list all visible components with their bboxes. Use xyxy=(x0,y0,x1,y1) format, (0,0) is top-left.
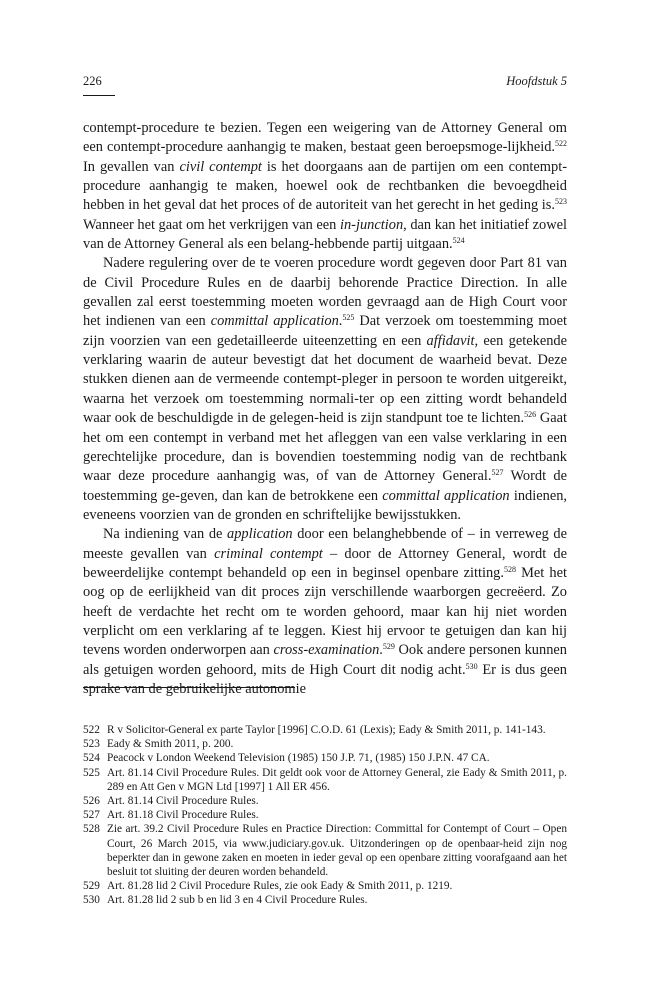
text-run: contempt-procedure te bezien. Tegen een weigering van de Attorney General om een contempt-procedure aanhangig te maken, bestaat geen beroepsmoge-lijkheid. xyxy=(83,120,567,156)
footnote xyxy=(83,766,567,794)
footnote-number: 524 xyxy=(83,752,100,765)
emphasis: affidavit xyxy=(426,332,475,349)
text-run: Nadere regulering over de te voeren procedure wordt gegeven door Part 81 van de Civil Procedure Rules en de daarbij behorende Practice Direction. In alle gevallen zal eerst toestemming moeten worden gevraagd aan de High Court voor het indienen van een xyxy=(83,255,567,330)
footnotes xyxy=(83,723,567,908)
footnote-text: Art. 81.18 Civil Procedure Rules. xyxy=(107,809,259,822)
footnote-number: 527 xyxy=(83,809,100,822)
paragraph-2 xyxy=(83,254,567,525)
footnote-ref: 529 xyxy=(382,642,395,652)
emphasis: committal application xyxy=(382,487,510,504)
text-run: . xyxy=(338,313,343,330)
footnote xyxy=(83,879,567,893)
footnote-number: 526 xyxy=(83,795,100,808)
footnote-text: R v Solicitor-General ex parte Taylor [1996] C.O.D. 61 (Lexis); Eady & Smith 2011, p. 141-143. xyxy=(107,724,546,736)
footnote-separator xyxy=(83,687,295,688)
footnote-number: 530 xyxy=(83,894,100,907)
text-run: indienen, eveneens voorzien van de gronden en schriftelijke bewijsstukken. xyxy=(83,487,567,523)
footnote-ref: 527 xyxy=(491,468,504,477)
footnote-text: Eady & Smith 2011, p. 200. xyxy=(107,738,234,751)
footnote xyxy=(83,822,567,879)
footnote xyxy=(83,893,567,907)
footnote-text: Art. 81.28 lid 2 Civil Procedure Rules, zie ook Eady & Smith 2011, p. 1219. xyxy=(107,880,453,893)
text-run: door een belanghebbende of – in verreweg de meeste gevallen van xyxy=(83,526,567,562)
footnote-ref: 530 xyxy=(465,661,478,671)
header-rule xyxy=(83,95,115,96)
footnote xyxy=(83,808,567,822)
footnote-ref: 525 xyxy=(342,313,355,323)
footnote xyxy=(83,794,567,808)
emphasis: committal application xyxy=(210,313,339,330)
page-number: 226 xyxy=(83,74,102,88)
footnote-text: Art. 81.14 Civil Procedure Rules. Dit geldt ook voor de Attorney General, zie Eady & Smith 2011, p. 289 en Att Gen v MGN Ltd [1997] 1 All ER 456. xyxy=(107,766,567,793)
footnote-ref: 524 xyxy=(452,235,465,245)
text-run: Er is dus geen sprake van de gebruikelijke autonomie xyxy=(83,661,567,697)
emphasis: civil contempt xyxy=(179,158,262,175)
text-run: , dan kan het initiatief zowel van de Attorney General als een belang-hebbende partij uitgaan. xyxy=(83,216,567,253)
footnote-text: Zie art. 39.2 Civil Procedure Rules en Practice Direction: Committal for Contempt of Court – Open Court, 26 March 2015, via www.judiciary.gov.uk. Uitzonderingen op de openbaar-heid zijn nog beperkter dan in gewone zaken en moeten in ieder geval op een openbare zitting voorafgaand aan het besluit tot sluiting der deuren worden behandeld. xyxy=(107,823,567,879)
text-run: In gevallen van xyxy=(83,158,180,175)
text-run: is het doorgaans aan de partijen om een contempt-procedure aanhangig te maken, hoewel ook de rechtbanken die bevoegdheid hebben in het geval dat het proces of de autoriteit van het gerecht in het geding is. xyxy=(83,158,567,214)
text-run: Wanneer het gaat om het verkrijgen van een xyxy=(83,216,340,233)
footnote xyxy=(83,737,567,751)
text-run: , een getekende verklaring waarin de auteur bevestigt dat het document de waarheid bevat. Deze stukken dienen aan de vermeende contempt-pleger in persoon te worden uitgereikt, waarna het verzoek om toestemming normali-ter op een zitting wordt behandeld waar ook de beschuldigde in de gelegen-heid is zijn standpunt toe te lichten. xyxy=(83,332,567,427)
footnote-number: 529 xyxy=(83,880,100,893)
footnote-ref: 526 xyxy=(524,409,537,419)
emphasis: in-junction xyxy=(339,216,404,233)
footnote-ref: 528 xyxy=(503,564,516,574)
text-run: Met het oog op de eerlijkheid van dit proces zijn verschillende waarborgen gecreëerd. Zo heeft de verdachte het recht om te worden gehoord, maar kan hij niet worden verplicht om een verklaring af te leggen. Kiest hij ervoor te getuigen dan kan hij tevens worden onderworpen aan xyxy=(83,564,567,659)
emphasis: criminal contempt xyxy=(214,545,323,562)
footnote-number: 523 xyxy=(83,738,100,751)
text-run: Wordt de toestemming ge-geven, dan kan de betrokkene een xyxy=(83,468,567,504)
text-run: Gaat het om een contempt in verband met het afleggen van een valse verklaring in een gerechtelijke procedure, dan is bovendien toestemming nodig van de rechtbank waar deze procedure aanhangig was, of van de Attorney General. xyxy=(83,410,567,485)
emphasis: application xyxy=(227,526,293,543)
footnote-number: 525 xyxy=(83,766,100,779)
text-run: Dat verzoek om toestemming moet zijn voorzien van een gedetailleerde uiteenzetting en een xyxy=(83,313,567,349)
paragraph-1 xyxy=(83,119,567,254)
footnote xyxy=(83,723,567,737)
footnote-number: 522 xyxy=(83,724,100,736)
running-header-chapter: Hoofdstuk 5 xyxy=(506,74,567,88)
emphasis: cross-examination xyxy=(273,642,380,659)
body-text xyxy=(83,119,567,699)
footnote-number: 528 xyxy=(83,823,100,836)
text-run: Na indiening van de xyxy=(103,526,228,543)
footnote-text: Art. 81.28 lid 2 sub b en lid 3 en 4 Civil Procedure Rules. xyxy=(107,894,368,907)
text-run: – door de Attorney General, wordt de beweerdelijke contempt behandeld op een in beginsel openbare zitting. xyxy=(83,545,567,581)
text-run: . xyxy=(379,642,383,659)
footnote-text: Peacock v London Weekend Television (1985) 150 J.P. 71, (1985) 150 J.P.N. 47 CA. xyxy=(107,752,490,765)
paragraph-3 xyxy=(83,525,567,699)
footnote-ref: 523 xyxy=(555,197,567,207)
footnote xyxy=(83,751,567,765)
footnote-text: Art. 81.14 Civil Procedure Rules. xyxy=(107,795,259,808)
footnote-ref: 522 xyxy=(555,139,567,149)
text-run: Ook andere personen kunnen als getuigen worden gehoord, mits de High Court dit nodig acht. xyxy=(83,642,567,678)
